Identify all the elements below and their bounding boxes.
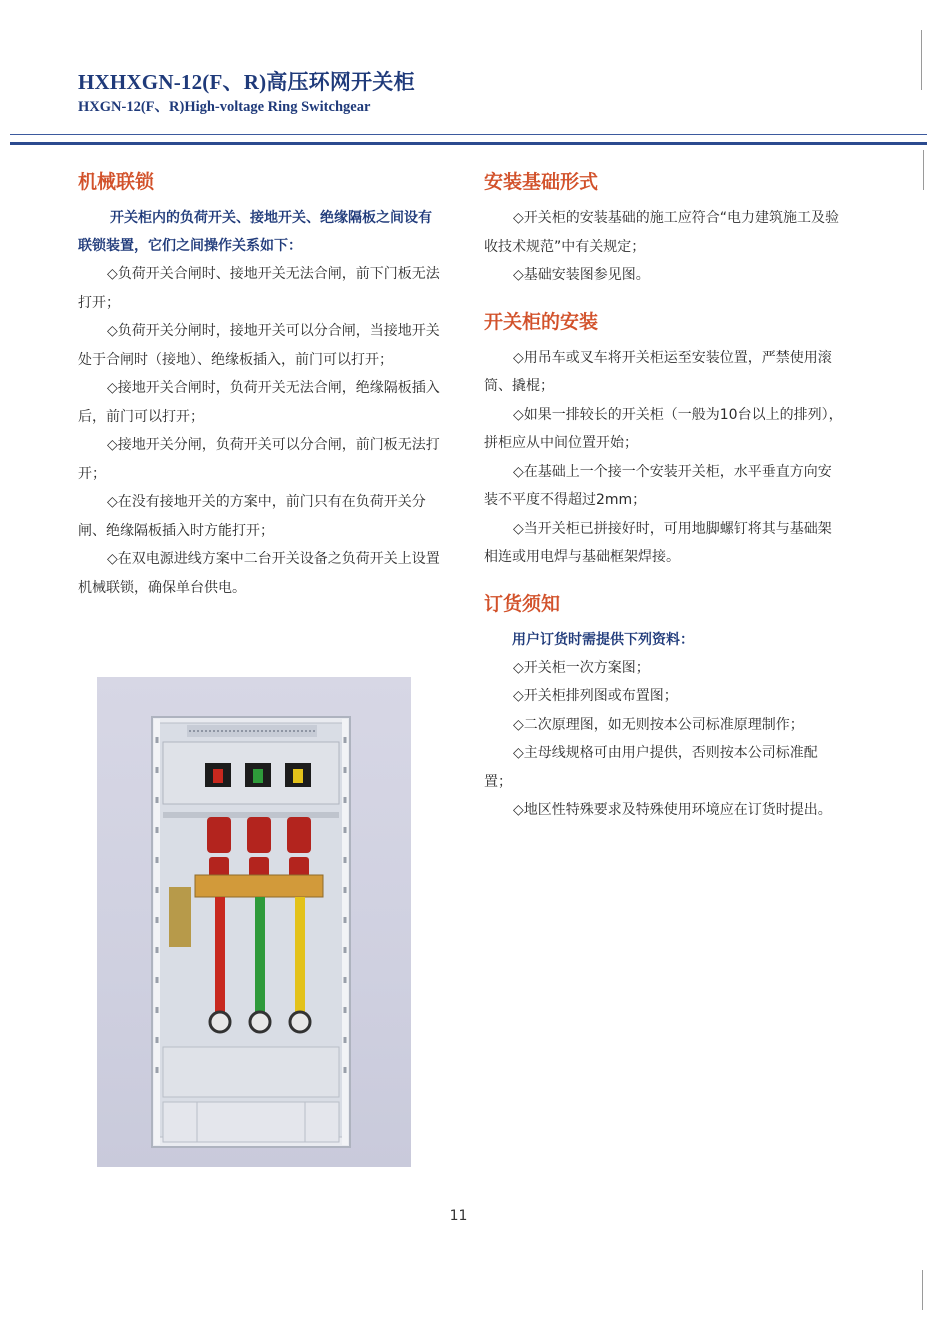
ordering-item: ◇主母线规格可由用户提供，否则按本公司标准配置； bbox=[484, 745, 818, 790]
section-title-interlock: 机械联锁 bbox=[78, 171, 155, 193]
left-column bbox=[78, 168, 440, 602]
interlock-item: ◇在没有接地开关的方案中，前门只有在负荷开关分闸、绝缘隔板插入时方能打开； bbox=[78, 494, 426, 539]
section-title-ordering: 订货须知 bbox=[484, 592, 561, 615]
installation-item: ◇当开关柜已拼接好时，可用地脚螺钉将其与基础架相连或用电焊与基础框架焊接。 bbox=[484, 520, 832, 565]
interlock-item: ◇在双电源进线方案中二台开关设备之负荷开关上设置机械联锁，确保单台供电。 bbox=[78, 551, 440, 596]
foundation-item: ◇开关柜的安装基础的施工应符合“电力建筑施工及验收技术规范”中有关规定； bbox=[484, 210, 840, 255]
section-title-installation: 开关柜的安装 bbox=[484, 310, 599, 333]
installation-item: ◇如果一排较长的开关柜（一般为10台以上的排列），拼柜应从中间位置开始； bbox=[484, 406, 843, 451]
installation-item: ◇用吊车或叉车将开关柜运至安装位置，严禁使用滚筒、撬棍； bbox=[484, 349, 832, 394]
interlock-lead: 开关柜内的负荷开关、接地开关、绝缘隔板之间设有联锁装置，它们之间操作关系如下： bbox=[78, 210, 432, 254]
ordering-item: ◇二次原理图，如无则按本公司标准原理制作； bbox=[513, 716, 804, 733]
scan-edge-mark bbox=[921, 30, 922, 90]
section-title-foundation: 安装基础形式 bbox=[484, 171, 599, 193]
scan-edge-mark bbox=[922, 1270, 923, 1310]
right-column bbox=[484, 168, 844, 825]
scan-edge-mark bbox=[923, 150, 924, 190]
interlock-item: ◇接地开关分闸，负荷开关可以分合闸，前门板无法打开； bbox=[78, 437, 440, 482]
header-rule-thin bbox=[10, 134, 927, 135]
interlock-item: ◇负荷开关分闸时，接地开关可以分合闸，当接地开关处于合闸时（接地）、绝缘板插入，前门可以打开； bbox=[78, 323, 440, 368]
ordering-lead: 用户订货时需提供下列资料： bbox=[512, 631, 694, 648]
page-number: 11 bbox=[449, 1208, 468, 1224]
foundation-item: ◇基础安装图参见图。 bbox=[513, 267, 650, 283]
ordering-item: ◇地区性特殊要求及特殊使用环境应在订货时提出。 bbox=[513, 802, 832, 818]
switchgear-illustration bbox=[97, 677, 411, 1167]
page-title-cn: HXHXGN-12(F、R)高压环网开关柜 bbox=[78, 70, 415, 94]
header-rule-thick bbox=[10, 142, 927, 145]
page-title-en: HXGN-12(F、R)High-voltage Ring Switchgear bbox=[78, 99, 371, 115]
switchgear-photo bbox=[97, 677, 411, 1167]
ordering-item: ◇开关柜排列图或布置图； bbox=[513, 688, 678, 704]
interlock-item: ◇接地开关合闸时，负荷开关无法合闸，绝缘隔板插入后，前门可以打开； bbox=[78, 380, 440, 425]
interlock-item: ◇负荷开关合闸时、接地开关无法合闸，前下门板无法打开； bbox=[78, 266, 440, 311]
ordering-item: ◇开关柜一次方案图； bbox=[513, 659, 650, 676]
installation-item: ◇在基础上一个接一个安装开关柜，水平垂直方向安装不平度不得超过2mm； bbox=[484, 463, 832, 508]
